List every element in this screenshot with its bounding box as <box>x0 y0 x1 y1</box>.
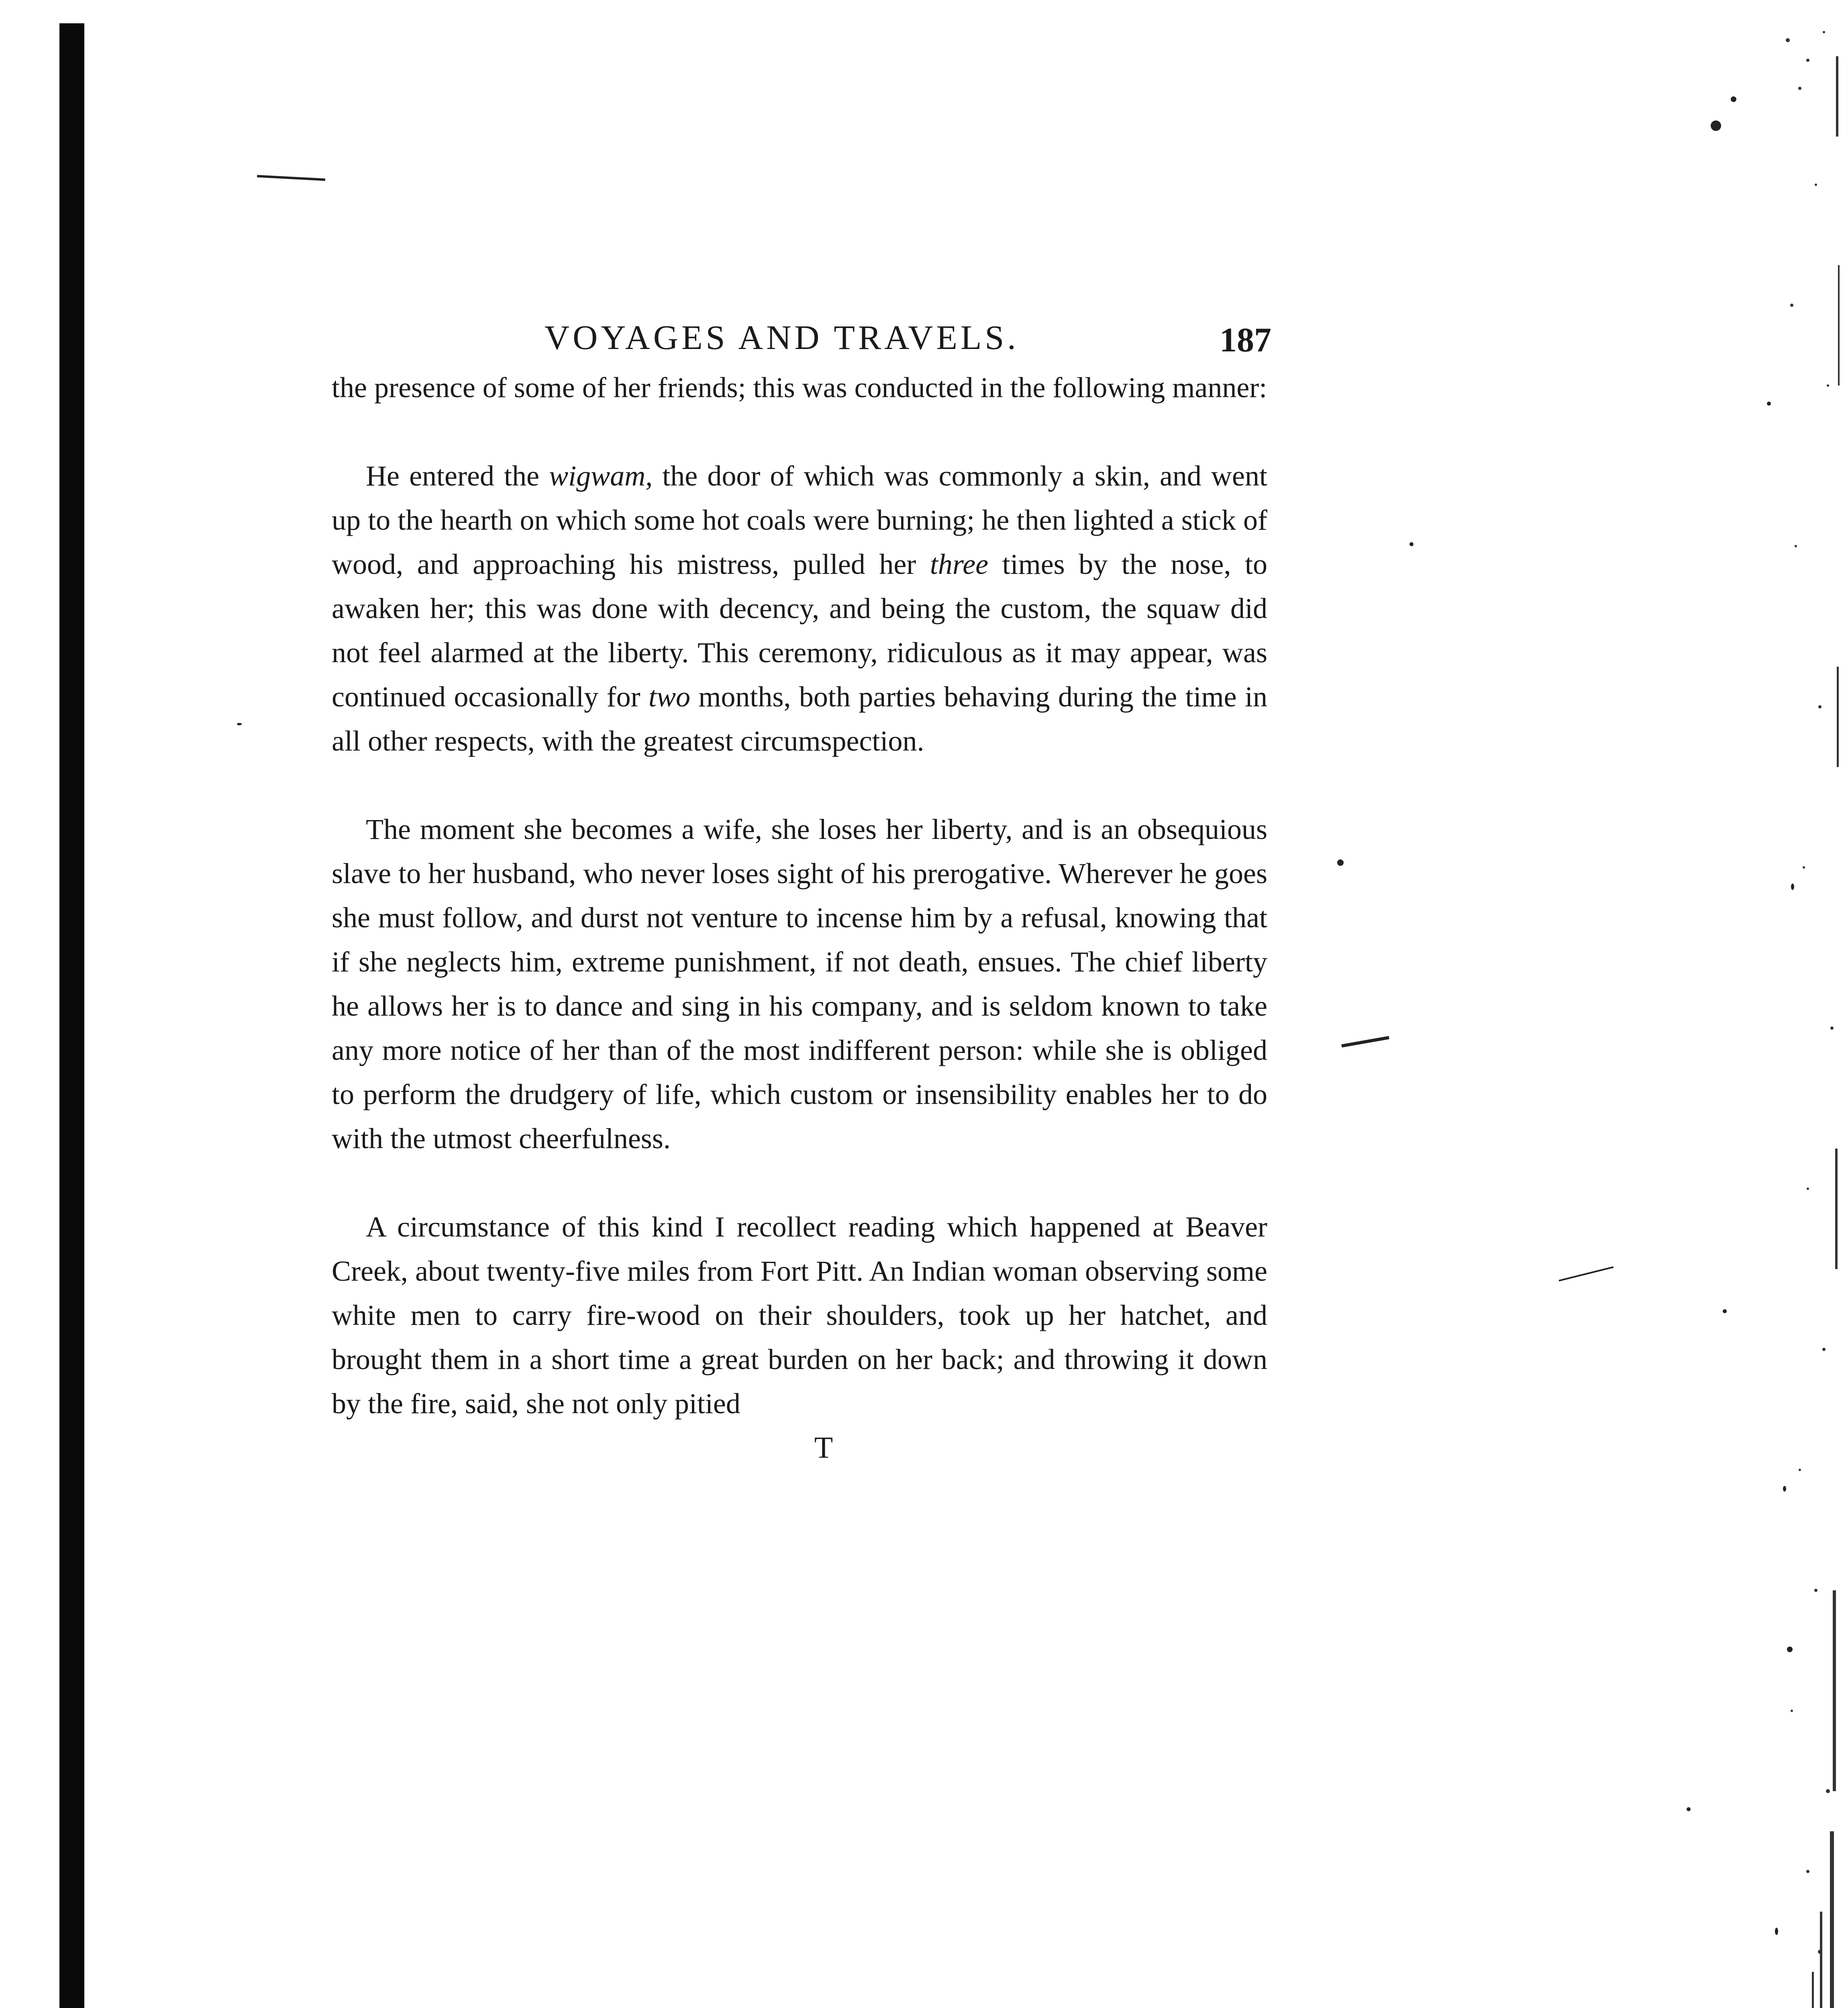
paragraph-gap <box>332 763 1267 807</box>
text-run: The moment she becomes a wife, she loses her liberty, and is an obsequious slave to her husband, who never loses sight of his prerogative. Wherever he goes she must follow, and durst not venture to incense him by a refusal, knowing that if she neglects him, extreme punishment, if not death, ensues. The chief liberty he allows her is to dance and sing in his company, and is seldom known to take any more notice of her than of the most indifferent person: while she is obliged to perform the drudgery of life, which custom or insensibility enables her to do with the utmost cheerfulness. <box>332 813 1267 1155</box>
text-run: the presence of some of her friends; this was conducted in the following manner: <box>332 371 1267 404</box>
scan-mark <box>257 175 325 181</box>
scan-speck <box>1723 1309 1727 1313</box>
paragraph-beaver-creek <box>332 1205 1267 1426</box>
scan-speck <box>1409 542 1414 546</box>
page-edge-noise <box>1728 24 1848 2008</box>
scan-mark <box>1341 1036 1389 1048</box>
scan-speck <box>1337 859 1344 866</box>
running-title: VOYAGES AND TRAVELS. <box>545 318 1019 357</box>
text-run: times by the nose, to awaken her; this was done with decency, and being the custom, the squaw did not feel alarmed at the liberty. This ceremony, ridiculous as it may appear, was continued occasionally for <box>332 548 1267 713</box>
scan-speck <box>237 723 242 725</box>
scan-mark <box>1559 1266 1614 1282</box>
scan-speck <box>1687 1807 1691 1811</box>
page-number: 187 <box>1220 320 1271 359</box>
paragraph-wife <box>332 807 1267 1161</box>
paragraph-wigwam <box>332 454 1267 763</box>
signature-mark: T <box>814 1431 833 1465</box>
text-run: months, both parties behaving during the time in all other respects, with the greatest circumspection. <box>332 681 1268 757</box>
italic-run: wigwam, <box>549 460 653 492</box>
italic-run: two <box>648 681 690 713</box>
paragraph-gap <box>332 1161 1267 1205</box>
italic-run: three <box>930 548 989 580</box>
text-run: He entered the <box>366 460 549 492</box>
paragraph-continued <box>332 365 1267 410</box>
binding-edge <box>59 23 84 2008</box>
scan-speck <box>1711 120 1721 131</box>
page-body <box>332 309 1271 1470</box>
paragraph-gap <box>332 410 1267 454</box>
text-run: the door of which was commonly a skin, and went up to the hearth on which some hot coals were burning; he then lighted a stick of wood, and approaching his mistress, pulled her <box>332 460 1267 580</box>
text-run: A circumstance of this kind I recollect reading which happened at Beaver Creek, about twenty-five miles from Fort Pitt. An Indian woman observing some white men to carry fire-wood on their shoulders, took up her hatchet, and brought them in a short time a great burden on her back; and throwing it down by the fire, said, she not only pitied <box>332 1211 1267 1420</box>
running-head <box>332 309 1271 365</box>
